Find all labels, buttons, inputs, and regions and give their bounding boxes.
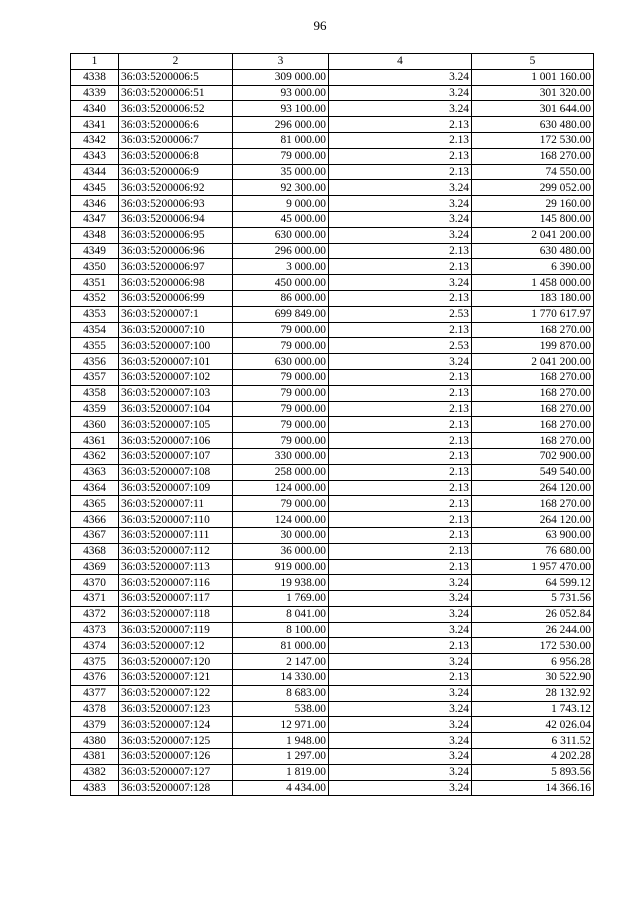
amount-cell: 301 320.00 — [472, 85, 594, 101]
cadastral-number-cell: 36:03:5200007:119 — [119, 622, 233, 638]
cadastral-number-cell: 36:03:5200006:94 — [119, 211, 233, 227]
column-header: 5 — [472, 54, 594, 70]
amount-cell: 14 366.16 — [472, 780, 594, 796]
cadastral-number-cell: 36:03:5200007:109 — [119, 480, 233, 496]
rate-cell: 2.13 — [329, 259, 472, 275]
value-cell: 8 041.00 — [233, 606, 329, 622]
row-number-cell: 4353 — [71, 306, 119, 322]
value-cell: 3 000.00 — [233, 259, 329, 275]
value-cell: 124 000.00 — [233, 480, 329, 496]
value-cell: 79 000.00 — [233, 148, 329, 164]
value-cell: 79 000.00 — [233, 433, 329, 449]
table-row — [71, 227, 594, 243]
rate-cell: 2.53 — [329, 306, 472, 322]
cadastral-number-cell: 36:03:5200007:110 — [119, 512, 233, 528]
rate-cell: 3.24 — [329, 101, 472, 117]
row-number-cell: 4380 — [71, 733, 119, 749]
value-cell: 19 938.00 — [233, 575, 329, 591]
cadastral-number-cell: 36:03:5200006:7 — [119, 132, 233, 148]
row-number-cell: 4344 — [71, 164, 119, 180]
cadastral-number-cell: 36:03:5200007:10 — [119, 322, 233, 338]
cadastral-number-cell: 36:03:5200006:51 — [119, 85, 233, 101]
rate-cell: 3.24 — [329, 575, 472, 591]
table-row — [71, 369, 594, 385]
column-header: 2 — [119, 54, 233, 70]
rate-cell: 2.13 — [329, 164, 472, 180]
row-number-cell: 4352 — [71, 290, 119, 306]
table-row — [71, 322, 594, 338]
rate-cell: 2.13 — [329, 543, 472, 559]
amount-cell: 4 202.28 — [472, 749, 594, 765]
table-row — [71, 448, 594, 464]
table-row — [71, 354, 594, 370]
value-cell: 450 000.00 — [233, 275, 329, 291]
value-cell: 538.00 — [233, 701, 329, 717]
value-cell: 1 769.00 — [233, 591, 329, 607]
table-row — [71, 575, 594, 591]
rate-cell: 2.13 — [329, 433, 472, 449]
rate-cell: 2.13 — [329, 132, 472, 148]
cadastral-number-cell: 36:03:5200006:98 — [119, 275, 233, 291]
row-number-cell: 4348 — [71, 227, 119, 243]
table-row — [71, 685, 594, 701]
rate-cell: 2.13 — [329, 670, 472, 686]
table-row — [71, 606, 594, 622]
value-cell: 79 000.00 — [233, 369, 329, 385]
rate-cell: 2.13 — [329, 117, 472, 133]
cadastral-number-cell: 36:03:5200007:122 — [119, 685, 233, 701]
amount-cell: 168 270.00 — [472, 496, 594, 512]
value-cell: 81 000.00 — [233, 638, 329, 654]
rate-cell: 2.53 — [329, 338, 472, 354]
rate-cell: 3.24 — [329, 622, 472, 638]
row-number-cell: 4355 — [71, 338, 119, 354]
amount-cell: 2 041 200.00 — [472, 354, 594, 370]
cadastral-number-cell: 36:03:5200007:1 — [119, 306, 233, 322]
rate-cell: 2.13 — [329, 480, 472, 496]
amount-cell: 199 870.00 — [472, 338, 594, 354]
table-row — [71, 622, 594, 638]
row-number-cell: 4342 — [71, 132, 119, 148]
column-header: 1 — [71, 54, 119, 70]
amount-cell: 702 900.00 — [472, 448, 594, 464]
rate-cell: 2.13 — [329, 448, 472, 464]
cadastral-number-cell: 36:03:5200007:101 — [119, 354, 233, 370]
rate-cell: 3.24 — [329, 591, 472, 607]
table-row — [71, 527, 594, 543]
cadastral-number-cell: 36:03:5200007:123 — [119, 701, 233, 717]
row-number-cell: 4367 — [71, 527, 119, 543]
row-number-cell: 4382 — [71, 764, 119, 780]
rate-cell: 2.13 — [329, 512, 472, 528]
table-row — [71, 306, 594, 322]
value-cell: 81 000.00 — [233, 132, 329, 148]
amount-cell: 5 893.56 — [472, 764, 594, 780]
cadastral-number-cell: 36:03:5200007:120 — [119, 654, 233, 670]
table-row — [71, 180, 594, 196]
row-number-cell: 4378 — [71, 701, 119, 717]
value-cell: 1 819.00 — [233, 764, 329, 780]
cadastral-number-cell: 36:03:5200007:125 — [119, 733, 233, 749]
value-cell: 2 147.00 — [233, 654, 329, 670]
rate-cell: 3.24 — [329, 275, 472, 291]
value-cell: 699 849.00 — [233, 306, 329, 322]
cadastral-number-cell: 36:03:5200007:113 — [119, 559, 233, 575]
table-row — [71, 433, 594, 449]
amount-cell: 264 120.00 — [472, 480, 594, 496]
amount-cell: 6 311.52 — [472, 733, 594, 749]
cadastral-number-cell: 36:03:5200006:97 — [119, 259, 233, 275]
row-number-cell: 4379 — [71, 717, 119, 733]
cadastral-number-cell: 36:03:5200006:93 — [119, 196, 233, 212]
cadastral-number-cell: 36:03:5200006:95 — [119, 227, 233, 243]
amount-cell: 549 540.00 — [472, 464, 594, 480]
amount-cell: 30 522.90 — [472, 670, 594, 686]
cadastral-number-cell: 36:03:5200007:112 — [119, 543, 233, 559]
value-cell: 4 434.00 — [233, 780, 329, 796]
cadastral-number-cell: 36:03:5200006:8 — [119, 148, 233, 164]
column-header: 3 — [233, 54, 329, 70]
row-number-cell: 4338 — [71, 69, 119, 85]
cadastral-number-cell: 36:03:5200007:106 — [119, 433, 233, 449]
row-number-cell: 4361 — [71, 433, 119, 449]
page-number: 96 — [313, 18, 327, 33]
row-number-cell: 4346 — [71, 196, 119, 212]
row-number-cell: 4370 — [71, 575, 119, 591]
row-number-cell: 4356 — [71, 354, 119, 370]
row-number-cell: 4381 — [71, 749, 119, 765]
row-number-cell: 4374 — [71, 638, 119, 654]
value-cell: 93 100.00 — [233, 101, 329, 117]
rate-cell: 2.13 — [329, 148, 472, 164]
value-cell: 258 000.00 — [233, 464, 329, 480]
table-row — [71, 480, 594, 496]
table-row — [71, 701, 594, 717]
row-number-cell: 4339 — [71, 85, 119, 101]
amount-cell: 168 270.00 — [472, 148, 594, 164]
rate-cell: 3.24 — [329, 227, 472, 243]
row-number-cell: 4354 — [71, 322, 119, 338]
amount-cell: 6 956.28 — [472, 654, 594, 670]
row-number-cell: 4368 — [71, 543, 119, 559]
row-number-cell: 4377 — [71, 685, 119, 701]
cadastral-number-cell: 36:03:5200006:5 — [119, 69, 233, 85]
amount-cell: 264 120.00 — [472, 512, 594, 528]
amount-cell: 168 270.00 — [472, 385, 594, 401]
amount-cell: 168 270.00 — [472, 369, 594, 385]
amount-cell: 2 041 200.00 — [472, 227, 594, 243]
table-row — [71, 464, 594, 480]
row-number-cell: 4376 — [71, 670, 119, 686]
row-number-cell: 4364 — [71, 480, 119, 496]
table-row — [71, 385, 594, 401]
value-cell: 330 000.00 — [233, 448, 329, 464]
rate-cell: 3.24 — [329, 685, 472, 701]
value-cell: 919 000.00 — [233, 559, 329, 575]
amount-cell: 172 530.00 — [472, 638, 594, 654]
table-row — [71, 243, 594, 259]
value-cell: 296 000.00 — [233, 117, 329, 133]
row-number-cell: 4345 — [71, 180, 119, 196]
table-row — [71, 69, 594, 85]
table-row — [71, 164, 594, 180]
amount-cell: 1 001 160.00 — [472, 69, 594, 85]
value-cell: 79 000.00 — [233, 322, 329, 338]
column-header: 4 — [329, 54, 472, 70]
row-number-cell: 4340 — [71, 101, 119, 117]
row-number-cell: 4365 — [71, 496, 119, 512]
rate-cell: 3.24 — [329, 764, 472, 780]
row-number-cell: 4351 — [71, 275, 119, 291]
value-cell: 86 000.00 — [233, 290, 329, 306]
amount-cell: 1 957 470.00 — [472, 559, 594, 575]
cadastral-number-cell: 36:03:5200007:111 — [119, 527, 233, 543]
row-number-cell: 4372 — [71, 606, 119, 622]
cadastral-number-cell: 36:03:5200007:116 — [119, 575, 233, 591]
rate-cell: 3.24 — [329, 717, 472, 733]
amount-cell: 168 270.00 — [472, 433, 594, 449]
value-cell: 8 100.00 — [233, 622, 329, 638]
table-row — [71, 512, 594, 528]
value-cell: 36 000.00 — [233, 543, 329, 559]
value-cell: 79 000.00 — [233, 496, 329, 512]
table-row — [71, 132, 594, 148]
value-cell: 1 297.00 — [233, 749, 329, 765]
table-row — [71, 196, 594, 212]
cadastral-number-cell: 36:03:5200006:6 — [119, 117, 233, 133]
value-cell: 79 000.00 — [233, 385, 329, 401]
table-row — [71, 749, 594, 765]
value-cell: 296 000.00 — [233, 243, 329, 259]
cadastral-number-cell: 36:03:5200007:108 — [119, 464, 233, 480]
cadastral-number-cell: 36:03:5200007:105 — [119, 417, 233, 433]
row-number-cell: 4375 — [71, 654, 119, 670]
row-number-cell: 4343 — [71, 148, 119, 164]
value-cell: 14 330.00 — [233, 670, 329, 686]
value-cell: 124 000.00 — [233, 512, 329, 528]
cadastral-number-cell: 36:03:5200006:99 — [119, 290, 233, 306]
rate-cell: 2.13 — [329, 243, 472, 259]
table-row — [71, 780, 594, 796]
amount-cell: 1 743.12 — [472, 701, 594, 717]
rate-cell: 3.24 — [329, 69, 472, 85]
value-cell: 45 000.00 — [233, 211, 329, 227]
amount-cell: 1 770 617.97 — [472, 306, 594, 322]
row-number-cell: 4362 — [71, 448, 119, 464]
cadastral-number-cell: 36:03:5200007:11 — [119, 496, 233, 512]
row-number-cell: 4358 — [71, 385, 119, 401]
value-cell: 79 000.00 — [233, 417, 329, 433]
amount-cell: 6 390.00 — [472, 259, 594, 275]
cadastral-number-cell: 36:03:5200006:92 — [119, 180, 233, 196]
amount-cell: 168 270.00 — [472, 322, 594, 338]
row-number-cell: 4357 — [71, 369, 119, 385]
cadastral-number-cell: 36:03:5200007:102 — [119, 369, 233, 385]
table-row — [71, 638, 594, 654]
value-cell: 630 000.00 — [233, 227, 329, 243]
rate-cell: 3.24 — [329, 180, 472, 196]
table-row — [71, 496, 594, 512]
table-row — [71, 101, 594, 117]
amount-cell: 28 132.92 — [472, 685, 594, 701]
rate-cell: 2.13 — [329, 322, 472, 338]
rate-cell: 2.13 — [329, 401, 472, 417]
table-row — [71, 717, 594, 733]
cadastral-number-cell: 36:03:5200007:12 — [119, 638, 233, 654]
amount-cell: 630 480.00 — [472, 243, 594, 259]
cadastral-number-cell: 36:03:5200007:128 — [119, 780, 233, 796]
cadastral-table — [70, 53, 594, 796]
value-cell: 12 971.00 — [233, 717, 329, 733]
rate-cell: 2.13 — [329, 417, 472, 433]
rate-cell: 2.13 — [329, 290, 472, 306]
row-number-cell: 4366 — [71, 512, 119, 528]
cadastral-number-cell: 36:03:5200007:121 — [119, 670, 233, 686]
header-row — [71, 54, 594, 70]
table-row — [71, 117, 594, 133]
table-body — [71, 69, 594, 796]
value-cell: 1 948.00 — [233, 733, 329, 749]
amount-cell: 76 680.00 — [472, 543, 594, 559]
row-number-cell: 4371 — [71, 591, 119, 607]
rate-cell: 3.24 — [329, 780, 472, 796]
amount-cell: 29 160.00 — [472, 196, 594, 212]
table-row — [71, 211, 594, 227]
amount-cell: 299 052.00 — [472, 180, 594, 196]
rate-cell: 2.13 — [329, 638, 472, 654]
cadastral-number-cell: 36:03:5200006:52 — [119, 101, 233, 117]
amount-cell: 168 270.00 — [472, 401, 594, 417]
rate-cell: 2.13 — [329, 385, 472, 401]
row-number-cell: 4360 — [71, 417, 119, 433]
row-number-cell: 4347 — [71, 211, 119, 227]
amount-cell: 1 458 000.00 — [472, 275, 594, 291]
amount-cell: 26 052.84 — [472, 606, 594, 622]
rate-cell: 3.24 — [329, 749, 472, 765]
cadastral-number-cell: 36:03:5200007:124 — [119, 717, 233, 733]
cadastral-number-cell: 36:03:5200007:103 — [119, 385, 233, 401]
table-row — [71, 417, 594, 433]
row-number-cell: 4341 — [71, 117, 119, 133]
table-row — [71, 259, 594, 275]
amount-cell: 63 900.00 — [472, 527, 594, 543]
rate-cell: 3.24 — [329, 701, 472, 717]
rate-cell: 3.24 — [329, 196, 472, 212]
rate-cell: 3.24 — [329, 733, 472, 749]
row-number-cell: 4359 — [71, 401, 119, 417]
row-number-cell: 4373 — [71, 622, 119, 638]
value-cell: 35 000.00 — [233, 164, 329, 180]
rate-cell: 2.13 — [329, 496, 472, 512]
amount-cell: 172 530.00 — [472, 132, 594, 148]
amount-cell: 630 480.00 — [472, 117, 594, 133]
rate-cell: 3.24 — [329, 85, 472, 101]
table-row — [71, 764, 594, 780]
table-row — [71, 338, 594, 354]
cadastral-number-cell: 36:03:5200007:104 — [119, 401, 233, 417]
amount-cell: 26 244.00 — [472, 622, 594, 638]
table-row — [71, 654, 594, 670]
value-cell: 9 000.00 — [233, 196, 329, 212]
rate-cell: 3.24 — [329, 211, 472, 227]
rate-cell: 2.13 — [329, 464, 472, 480]
cadastral-number-cell: 36:03:5200007:107 — [119, 448, 233, 464]
rate-cell: 3.24 — [329, 606, 472, 622]
table-row — [71, 85, 594, 101]
amount-cell: 5 731.56 — [472, 591, 594, 607]
amount-cell: 42 026.04 — [472, 717, 594, 733]
cadastral-number-cell: 36:03:5200006:96 — [119, 243, 233, 259]
table-row — [71, 591, 594, 607]
value-cell: 8 683.00 — [233, 685, 329, 701]
rate-cell: 2.13 — [329, 369, 472, 385]
rate-cell: 3.24 — [329, 354, 472, 370]
value-cell: 309 000.00 — [233, 69, 329, 85]
rate-cell: 3.24 — [329, 654, 472, 670]
amount-cell: 183 180.00 — [472, 290, 594, 306]
row-number-cell: 4369 — [71, 559, 119, 575]
amount-cell: 301 644.00 — [472, 101, 594, 117]
value-cell: 93 000.00 — [233, 85, 329, 101]
cadastral-number-cell: 36:03:5200007:127 — [119, 764, 233, 780]
cadastral-number-cell: 36:03:5200007:118 — [119, 606, 233, 622]
amount-cell: 74 550.00 — [472, 164, 594, 180]
table-row — [71, 559, 594, 575]
amount-cell: 64 599.12 — [472, 575, 594, 591]
amount-cell: 168 270.00 — [472, 417, 594, 433]
cadastral-number-cell: 36:03:5200006:9 — [119, 164, 233, 180]
rate-cell: 2.13 — [329, 559, 472, 575]
table-row — [71, 733, 594, 749]
table-row — [71, 275, 594, 291]
value-cell: 92 300.00 — [233, 180, 329, 196]
row-number-cell: 4350 — [71, 259, 119, 275]
cadastral-number-cell: 36:03:5200007:126 — [119, 749, 233, 765]
rate-cell: 2.13 — [329, 527, 472, 543]
row-number-cell: 4349 — [71, 243, 119, 259]
value-cell: 79 000.00 — [233, 338, 329, 354]
table-row — [71, 401, 594, 417]
row-number-cell: 4383 — [71, 780, 119, 796]
amount-cell: 145 800.00 — [472, 211, 594, 227]
value-cell: 79 000.00 — [233, 401, 329, 417]
cadastral-number-cell: 36:03:5200007:100 — [119, 338, 233, 354]
cadastral-number-cell: 36:03:5200007:117 — [119, 591, 233, 607]
value-cell: 30 000.00 — [233, 527, 329, 543]
row-number-cell: 4363 — [71, 464, 119, 480]
table-row — [71, 543, 594, 559]
table-row — [71, 148, 594, 164]
value-cell: 630 000.00 — [233, 354, 329, 370]
table-row — [71, 290, 594, 306]
table-row — [71, 670, 594, 686]
